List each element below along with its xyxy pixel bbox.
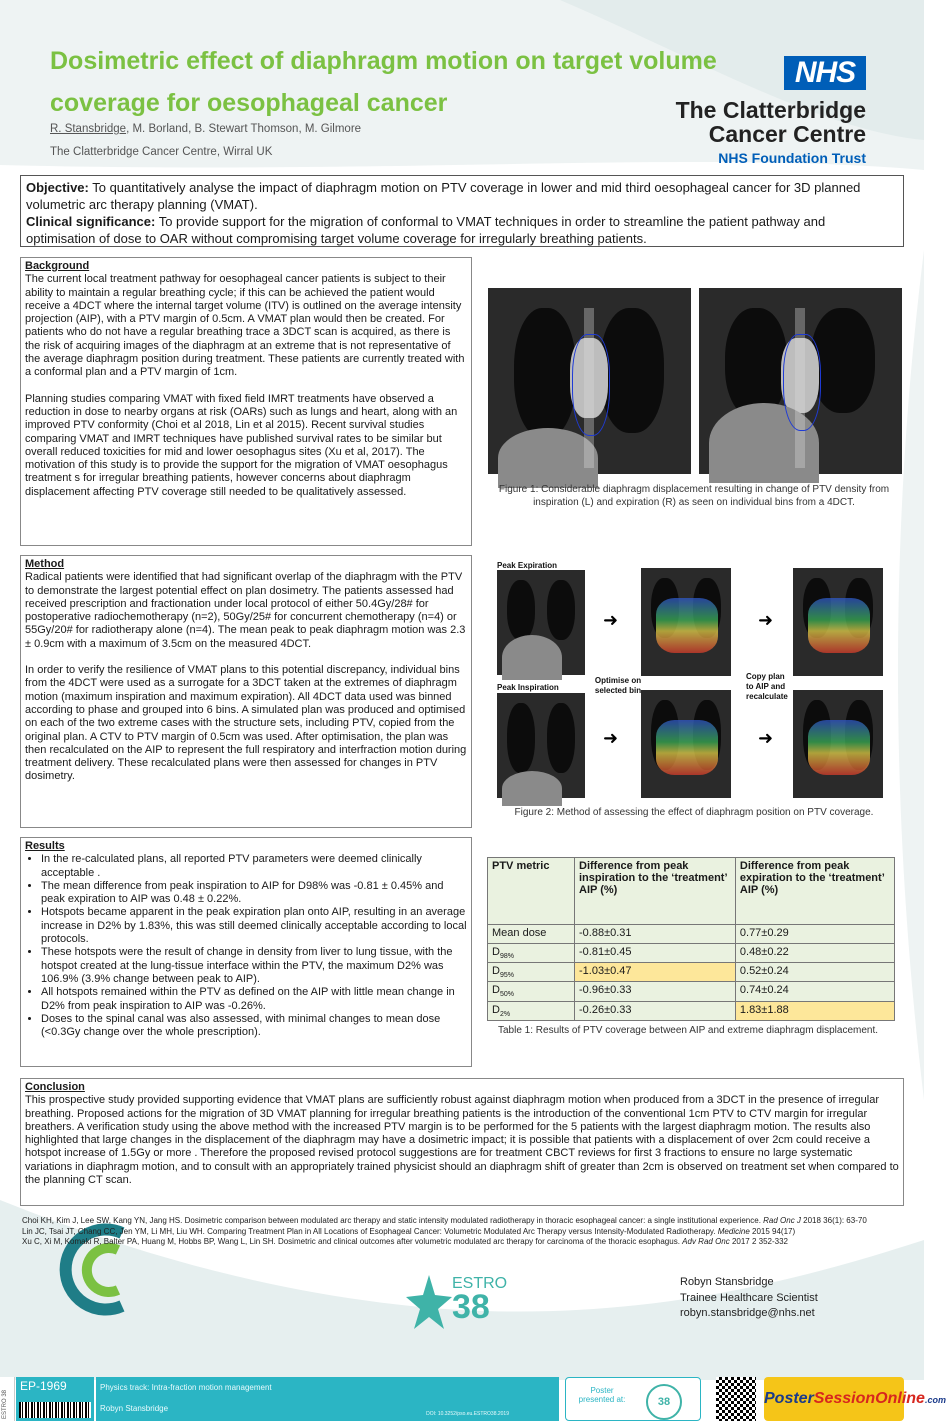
poster-id: EP-1969 bbox=[20, 1379, 67, 1393]
metric-name: Mean dose bbox=[492, 927, 547, 939]
estro-star-icon bbox=[404, 1273, 454, 1333]
table-cell: 0.48±0.22 bbox=[735, 944, 894, 963]
organisation-name bbox=[676, 98, 866, 146]
table-header: Difference from peak inspiration to the ‘treatment’ AIP (%) bbox=[575, 858, 736, 925]
arrow-icon: ➜ bbox=[758, 610, 774, 630]
footer-info-bar bbox=[96, 1377, 559, 1421]
estro-logo bbox=[404, 1273, 524, 1333]
poster-title: Dosimetric effect of diaphragm motion on target volume coverage for oesophageal cancer bbox=[50, 47, 717, 117]
presented-at-box bbox=[565, 1377, 701, 1421]
method-paragraph-2: In order to verify the resilience of VMAT plans to this potential discrepancy, individual bins from the 4DCT were used as a surrogate for a 3DCT taken at the extremes of diaphragm motion (maximum inspiration and maximum expiration). All 4DCT data used was binned according to phase and grouped into 6 bins. A simulated plan was produced and optimised on each of the two extreme cases with the structure sets, including PTV, copied from the original plan. A CTV to PTV margin of 0.5cm was used. After optimisation, the plan was then recalculated on the AIP to represent the full respiratory and interfraction motion during treatment delivery. These recalculated plans were then assessed for changes in PTV dosimetry. bbox=[25, 664, 467, 783]
table-row bbox=[488, 963, 895, 982]
co-authors: , M. Borland, B. Stewart Thomson, M. Gilmore bbox=[126, 123, 362, 135]
contact-role: Trainee Healthcare Scientist bbox=[680, 1291, 818, 1304]
table-cell-metric bbox=[488, 925, 575, 944]
label-optimise: Optimise on selected bin bbox=[594, 676, 642, 695]
pso-brand-1: Poster bbox=[764, 1390, 814, 1407]
figure2-ct-peak-inspiration bbox=[497, 693, 585, 798]
label-copy-plan: Copy plan to AIP and recalculate bbox=[746, 672, 788, 701]
qr-code[interactable] bbox=[716, 1377, 756, 1421]
table-header-row bbox=[488, 858, 895, 925]
conclusion-text: This prospective study provided supporting evidence that VMAT plans are sufficiently robust against diaphragm motion when produced from a 3DCT in the presence of irregular breathing. Proposed actions for the migration of 3D VMAT planning for irregular breathing patients is the introduction of the conventional 1cm PTV to CTV margin for irregular breathers. A verification study using the above method with the increased PTV margin is to be performed for the 5 patients with the largest diaphragm motion. The results also highlighted that large changes in the displacement of the diaphragm may have a dosimetric impact; it is possible that patients with a displacement of over 2cm could receive a hotspot increase of 1.5Gy or more . Therefore the proposed revised protocol suggestions are for treatment CBCT reviews for first 3 fractions to ensure no large systematic variations in diaphragm motion, and to consult with an appropriately trained physicist should an diaphragm shift of greater than 2cm is observed on treatment set when compared to the planning CT scan. bbox=[25, 1094, 899, 1187]
method-paragraph-1: Radical patients were identified that had significant overlap of the diaphragm with the PTV to demonstrate the largest potential effect on plan dosimetry. The patients assessed had received prescription and fractionation under local protocol of either 50.4Gy/28# for postoperative radiochemotherapy (n=2), 50Gy/25# for concurrent chemotherapy (n=4) or 55Gy/20# for radiotherapy alone (n=4). The mean peak to peak diaphragm motion was 2.3 ± 0.9cm with a maximum of 3.5cm on the measured 4DCT. bbox=[25, 571, 466, 650]
results-item: • Doses to the spinal canal was also assessed, with minimal changes to mean dose (<0.3Gy change over the whole prescription). bbox=[41, 1013, 467, 1040]
organisation-trust: NHS Foundation Trust bbox=[718, 150, 866, 166]
significance-text: To provide support for the migration of conformal to VMAT techniques in order to streamline the patient pathway and optimisation of dose to OAR without compromising target volume coverage for irregularly breathing patients. bbox=[26, 214, 826, 246]
figure2-dose-inspiration bbox=[641, 690, 731, 798]
label-peak-expiration: Peak Expiration bbox=[497, 561, 558, 570]
presented-at-text bbox=[574, 1386, 630, 1404]
reference-details: 2015 94(17) bbox=[749, 1226, 796, 1236]
footer-side-tab bbox=[0, 1377, 15, 1421]
barcode bbox=[19, 1402, 91, 1418]
table-cell: -0.81±0.45 bbox=[575, 944, 736, 963]
metric-subscript: 98% bbox=[499, 953, 514, 961]
table-caption: Table 1: Results of PTV coverage between AIP and extreme diaphragm displacement. bbox=[497, 1025, 879, 1036]
footer-id-block bbox=[16, 1377, 94, 1421]
estro-small-logo: 38 bbox=[646, 1384, 682, 1420]
nhs-logo: NHS bbox=[784, 56, 866, 90]
objective-label: Objective: bbox=[26, 180, 89, 195]
figure2-recalc-expiration bbox=[793, 568, 883, 676]
figure2-dose-expiration bbox=[641, 568, 731, 676]
reference-text: Choi KH, Kim J, Lee SW, Kang YN, Jang HS. Dosimetric comparison between modulated arc therapy and static intensity modulated radiotherapy in thoracic esophageal cancer: a single institutional experience. bbox=[22, 1216, 764, 1225]
table-row bbox=[488, 982, 895, 1001]
presented-line-2: presented at: bbox=[578, 1395, 626, 1404]
table-cell: 0.74±0.24 bbox=[735, 982, 894, 1001]
objective-box bbox=[20, 175, 904, 247]
figure2-recalc-inspiration bbox=[793, 690, 883, 798]
table-cell-highlighted: 1.83±1.88 bbox=[735, 1001, 894, 1020]
figure2-ct-peak-expiration bbox=[497, 570, 585, 675]
metric-name: D bbox=[492, 965, 500, 978]
background-section bbox=[20, 257, 472, 546]
estro-name: ESTRO bbox=[452, 1275, 508, 1292]
reference-text: Xu C, Xi M, Komaki R, Balter PA, Huang M, Hobbs BP, Wang L, Lin SH. Dosimetric and clinical outcomes after volumetric modulated arc therapy for carcinoma of the thoracic esophagus. bbox=[22, 1237, 683, 1246]
reference-item bbox=[22, 1227, 902, 1238]
reference-details: 2017 2 352-332 bbox=[729, 1237, 789, 1246]
reference-journal: Medicine bbox=[717, 1226, 750, 1236]
table-row bbox=[488, 1001, 895, 1020]
conclusion-section bbox=[20, 1078, 904, 1206]
metric-name: D bbox=[492, 1003, 500, 1016]
table-cell: -0.96±0.33 bbox=[575, 982, 736, 1001]
arrow-icon: ➜ bbox=[758, 728, 774, 748]
estro-number: 38 bbox=[452, 1288, 490, 1326]
table-cell-metric bbox=[488, 982, 575, 1001]
pso-brand-2: SessionOnline bbox=[813, 1390, 925, 1407]
background-heading: Background bbox=[25, 260, 90, 272]
conclusion-heading: Conclusion bbox=[25, 1081, 85, 1093]
reference-text: Lin JC, Tsai JT, Chang CC, Jen YM, Li MH, Liu WH. Comparing Treatment Plan in All Locations of Esophageal Cancer: Volumetric Modulated Arc Therapy versus Intensity-Modulated Radiotherapy. bbox=[22, 1226, 718, 1236]
table-cell: -0.88±0.31 bbox=[575, 925, 736, 944]
results-section bbox=[20, 837, 472, 1067]
references bbox=[22, 1216, 902, 1248]
figure1-caption: Figure 1: Considerable diaphragm displacement resulting in change of PTV density from inspiration (L) and expiration (R) as seen on individual bins from a 4DCT. bbox=[498, 484, 890, 508]
ptv-contour bbox=[572, 334, 610, 436]
org-line-2: Cancer Centre bbox=[708, 121, 866, 147]
reference-details: 2018 36(1): 63-70 bbox=[800, 1216, 867, 1225]
results-item: • Hotspots became apparent in the peak expiration plan onto AIP, resulting in an average increase in D2% by 1.83%, this was still deemed clinically acceptable according to local protocols. bbox=[41, 906, 467, 946]
pso-brand-3: .com bbox=[924, 1395, 946, 1405]
reference-item bbox=[22, 1237, 902, 1248]
affiliation: The Clatterbridge Cancer Centre, Wirral UK bbox=[50, 146, 273, 158]
footer-author: Robyn Stansbridge bbox=[100, 1404, 169, 1413]
results-heading: Results bbox=[25, 840, 65, 852]
figure1-ct-inspiration bbox=[488, 288, 691, 474]
table-cell-metric bbox=[488, 944, 575, 963]
table-header: Difference from peak expiration to the ‘treatment’ AIP (%) bbox=[735, 858, 894, 925]
results-item: • The mean difference from peak inspiration to AIP for D98% was -0.81 ± 0.45% and peak expiration to AIP was 0.48 ± 0.22%. bbox=[41, 880, 467, 907]
metric-subscript: 95% bbox=[499, 972, 514, 980]
footer-side-label: ESTRO 38 bbox=[2, 1389, 8, 1419]
contact-details bbox=[680, 1275, 818, 1322]
table-cell-metric bbox=[488, 1001, 575, 1020]
background-paragraph-1: The current local treatment pathway for oesophageal cancer patients is subject to their ability to maintain a regular breathing cycle; if this can be achieved the patient would receive a 4DCT where the internal target volume (ITV) is outlined on the average intensity projection (AIP), with a PTV margin of 0.5cm. A VMAT plan would then be created. For patients who do not have a regular breathing trace a 3DCT scan is acquired, as there is the risk of acquiring images of the diaphragm at an extreme that is not representative of the average diaphragm position during treatment. These patients are currently treated with a conformal plan and a PTV margin of 1cm. bbox=[25, 273, 465, 379]
ptv-contour bbox=[783, 334, 821, 431]
table-cell-highlighted: -1.03±0.47 bbox=[575, 963, 736, 982]
table-cell: -0.26±0.33 bbox=[575, 1001, 736, 1020]
footer-doi: DOI: 10.3252/pso.eu.ESTRO38.2019 bbox=[426, 1411, 509, 1417]
figure1-ct-expiration bbox=[699, 288, 902, 474]
method-section bbox=[20, 555, 472, 828]
figure2-caption: Figure 2: Method of assessing the effect of diaphragm position on PTV coverage. bbox=[514, 807, 874, 818]
metric-subscript: 50% bbox=[499, 991, 514, 999]
table-row bbox=[488, 944, 895, 963]
footer-track: Physics track: Intra-fraction motion management bbox=[100, 1383, 272, 1392]
contact-email[interactable]: robyn.stansbridge@nhs.net bbox=[680, 1307, 815, 1319]
results-item: • In the re-calculated plans, all reported PTV parameters were deemed clinically acceptable . bbox=[41, 853, 467, 880]
ptv-results-table bbox=[487, 857, 895, 1021]
poster-session-online-logo[interactable] bbox=[764, 1377, 946, 1421]
author-list bbox=[50, 123, 361, 135]
reference-item bbox=[22, 1216, 902, 1227]
arrow-icon: ➜ bbox=[603, 728, 619, 748]
table-cell-metric bbox=[488, 963, 575, 982]
objective-text: To quantitatively analyse the impact of diaphragm motion on PTV coverage in lower and mid third oesophageal cancer for 3D planned volumetric arc therapy planning (VMAT). bbox=[26, 180, 861, 212]
presenting-author: R. Stansbridge bbox=[50, 123, 127, 135]
metric-name: D bbox=[492, 984, 500, 997]
background-paragraph-2: Planning studies comparing VMAT with fixed field IMRT treatments have observed a reduction in dose to nearby organs at risk (OARs) such as lungs and heart, along with an improved PTV conformity (Choi et al 2018, Lin et al 2015). Recent survival studies comparing VMAT and IMRT techniques have published survival rates to be similar but overall reduced toxicities for mid and lower oesophagus sites (Xu et al, 2017). The motivation of this study is to provide the support for the migration of VMAT oesophagus treatment s for irregular breathing patients, however concerns about diaphragm displacement affecting PTV coverage still needed to be qualitatively assessed. bbox=[25, 392, 458, 498]
reference-journal: Rad Onc J bbox=[763, 1216, 801, 1225]
presented-line-1: Poster bbox=[590, 1386, 614, 1395]
org-line-1: The Clatterbridge bbox=[675, 97, 866, 123]
results-item: • These hotspots were the result of change in density from liver to lung tissue, with the hotspot created at the lung-tissue interface within the PTV, the maximum D2% was 106.9% (3.9% change between peak to AIP). bbox=[41, 946, 467, 986]
significance-label: Clinical significance: bbox=[26, 214, 156, 229]
arrow-icon: ➜ bbox=[603, 610, 619, 630]
label-peak-inspiration: Peak Inspiration bbox=[497, 683, 559, 692]
reference-journal: Adv Rad Onc bbox=[682, 1237, 730, 1246]
metric-name: D bbox=[492, 946, 500, 958]
results-list bbox=[25, 853, 467, 1039]
table-cell: 0.77±0.29 bbox=[735, 925, 894, 944]
metric-subscript: 2% bbox=[499, 1010, 511, 1018]
table-cell: 0.52±0.24 bbox=[735, 963, 894, 982]
results-item: • All hotspots remained within the PTV as defined on the AIP with little mean change in D2% from peak inspiration to AIP was -0.26%. bbox=[41, 986, 467, 1013]
method-heading: Method bbox=[25, 558, 65, 570]
table-row bbox=[488, 925, 895, 944]
contact-name: Robyn Stansbridge bbox=[680, 1276, 774, 1288]
table-header: PTV metric bbox=[488, 858, 575, 925]
